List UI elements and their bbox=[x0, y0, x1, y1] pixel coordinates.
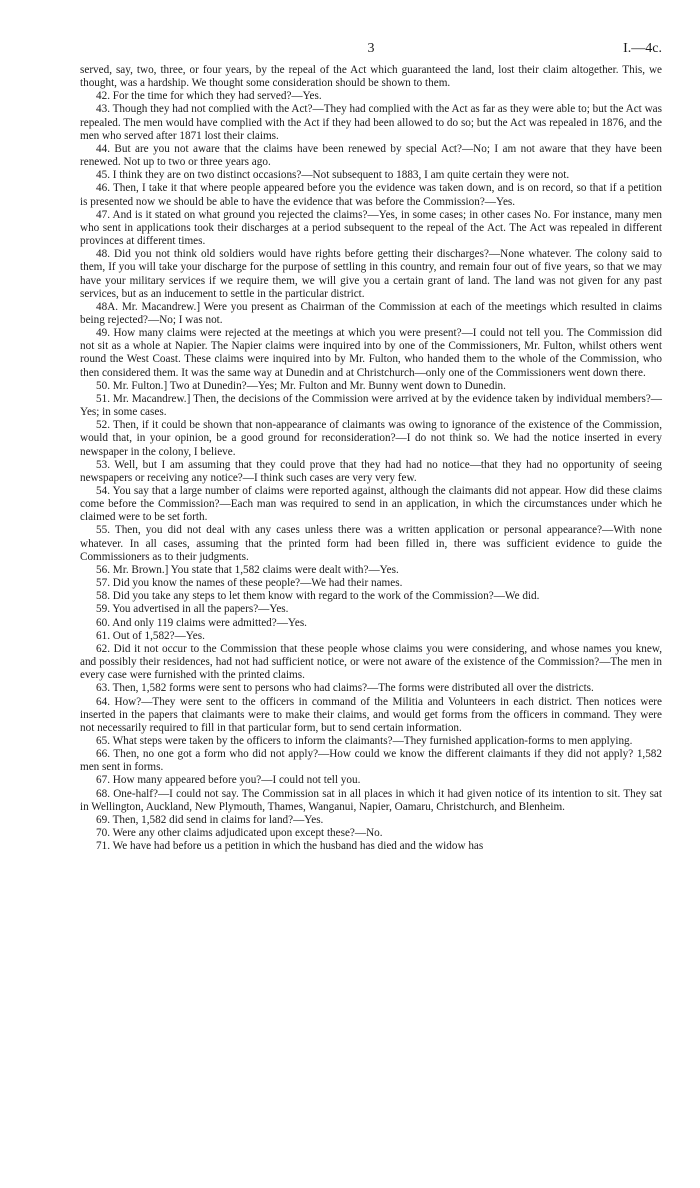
paragraph: 64. How?—They were sent to the officers in command of the Militia and Volunteers in each district. Then notices were inserted in the papers that claimants were to make their claims, and would get forms from the officers in command. They were not necessarily required to fill in that particular form, but to send certain information. bbox=[80, 695, 662, 734]
page-header bbox=[80, 0, 662, 64]
body-text bbox=[80, 64, 662, 853]
paragraph: 66. Then, no one got a form who did not apply?—How could we know the different claimants if they did not apply? 1,582 men sent in forms. bbox=[80, 748, 662, 774]
paragraph: 61. Out of 1,582?—Yes. bbox=[96, 629, 205, 642]
paragraph: 67. How many appeared before you?—I could not tell you. bbox=[96, 774, 361, 787]
paragraph: served, say, two, three, or four years, by the repeal of the Act which guaranteed the land, lost their claim altogether. This, we thought, was a hardship. We thought some consideration should be shown to them. bbox=[80, 64, 662, 90]
paragraph: 48. Did you not think old soldiers would have rights before getting their discharges?—None whatever. The colony said to them, If you will take your discharge for the purpose of settling in this country, and remain four out of five years, so that we may have your military services if we require them, we will give you a certain grant of land. The land was not given for any past services, but as an inducement to settle in the particular district. bbox=[80, 248, 662, 300]
paragraph: 46. Then, I take it that where people appeared before you the evidence was taken down, and is on record, so that if a petition is presented now we should be able to have the evidence that was before the Commission?—Yes. bbox=[80, 182, 662, 208]
page-number: 3 bbox=[367, 41, 375, 56]
paragraph: 70. Were any other claims adjudicated upon except these?—No. bbox=[96, 827, 383, 840]
paragraph: 49. How many claims were rejected at the meetings at which you were present?—I could not tell you. The Commission did not sit as a whole at Napier. The Napier claims were inquired into by one of the Commissioners, Mr. Fulton, whilst others went round the West Coast. These claims were inquired into by Mr. Fulton, who handed them to the whole of the Commission, who then considered them. It was the same way at Dunedin and at Christchurch—only one of the Commissioners went down there. bbox=[80, 327, 662, 379]
paragraph: 44. But are you not aware that the claims have been renewed by special Act?—No; I am not aware that they have been renewed. Not up to two or three years ago. bbox=[80, 142, 662, 169]
paragraph: 58. Did you take any steps to let them know with regard to the work of the Commission?—We did. bbox=[96, 590, 540, 603]
paragraph: 59. You advertised in all the papers?—Yes. bbox=[96, 603, 289, 616]
paragraph: 63. Then, 1,582 forms were sent to persons who had claims?—The forms were distributed all over the districts. bbox=[96, 682, 594, 695]
paragraph: 48A. Mr. Macandrew.] Were you present as Chairman of the Commission at each of the meetings which resulted in claims being rejected?—No; I was not. bbox=[80, 300, 662, 326]
paragraph: 52. Then, if it could be shown that non-appearance of claimants was owing to ignorance of the existence of the Commission, would that, in your opinion, be a good ground for reconsideration?—I do not think so. We had the notice inserted in every newspaper in the colony, I believe. bbox=[80, 419, 662, 458]
paragraph: 68. One-half?—I could not say. The Commission sat in all places in which it had given notice of its intention to sit. They sat in Wellington, Auckland, New Plymouth, Thames, Wanganui, Napier, Oamaru, Christchurch, and Blenheim. bbox=[80, 787, 662, 813]
paragraph: 43. Though they had not complied with the Act?—They had complied with the Act as far as they were able to; but the Act was repealed. The men would have complied with the Act if they had been allowed to do so; but the Act was repealed in 1876, and the men who served after 1871 lost their claims. bbox=[80, 103, 662, 142]
paragraph: 45. I think they are on two distinct occasions?—Not subsequent to 1883, I am quite certain they were not. bbox=[96, 169, 570, 182]
paragraph: 50. Mr. Fulton.] Two at Dunedin?—Yes; Mr. Fulton and Mr. Bunny went down to Dunedin. bbox=[96, 379, 506, 392]
paragraph: 69. Then, 1,582 did send in claims for land?—Yes. bbox=[96, 813, 324, 826]
paragraph: 54. You say that a large number of claims were reported against, although the claimants did not appear. How did these claims come before the Commission?—Each man was required to send in an application, in which the circumstances under which he claimed were to be set forth. bbox=[80, 485, 662, 524]
paragraph: 47. And is it stated on what ground you rejected the claims?—Yes, in some cases; in other cases No. For instance, many men who sent in applications took their discharges at a period subsequent to the repeal of the Act. The Act was repealed in different provinces at different times. bbox=[80, 208, 662, 248]
paragraph: 57. Did you know the names of these people?—We had their names. bbox=[96, 577, 403, 590]
paragraph: 51. Mr. Macandrew.] Then, the decisions of the Commission were arrived at by the evidence taken by individual members?—Yes; in some cases. bbox=[80, 392, 662, 419]
paragraph: 65. What steps were taken by the officers to inform the claimants?—They furnished application-forms to men applying. bbox=[96, 734, 633, 747]
paragraph: 56. Mr. Brown.] You state that 1,582 claims were dealt with?—Yes. bbox=[96, 563, 399, 576]
document-reference: I.—4c. bbox=[623, 41, 662, 56]
paragraph: 53. Well, but I am assuming that they could prove that they had had no notice—that they had no opportunity of seeing newspapers or receiving any notice?—I think such cases are very very few. bbox=[80, 458, 662, 484]
paragraph: 42. For the time for which they had served?—Yes. bbox=[96, 90, 322, 103]
paragraph: 71. We have had before us a petition in which the husband has died and the widow has bbox=[96, 840, 484, 853]
paragraph: 62. Did it not occur to the Commission that these people whose claims you were considering, and whose names you knew, and possibly their residences, had not had sufficient notice, or were not aware of the existence of the Commission?—The men in every case were furnished with the printed claims. bbox=[80, 642, 662, 682]
paragraph: 55. Then, you did not deal with any cases unless there was a written application or personal appearance?—With none whatever. In all cases, assuming that the printed form had been filled in, there was sufficient evidence to guide the Commissioners as to their judgments. bbox=[80, 524, 662, 563]
paragraph: 60. And only 119 claims were admitted?—Yes. bbox=[96, 616, 307, 629]
